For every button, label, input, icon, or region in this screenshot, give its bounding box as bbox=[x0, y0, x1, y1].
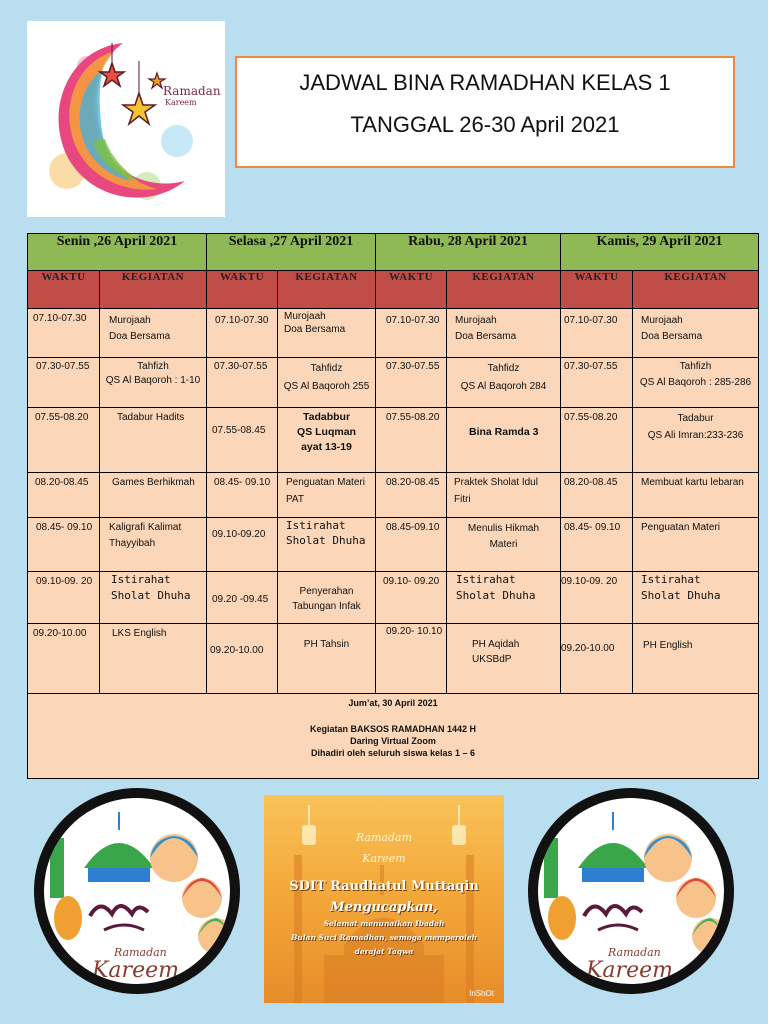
logo-ramadan-text: Ramadan bbox=[163, 84, 221, 98]
activity-cell: Bina Ramda 3 bbox=[469, 426, 539, 438]
time-cell: 09.20 -09.45 bbox=[212, 594, 269, 605]
activity-cell: Thayyibah bbox=[109, 538, 156, 549]
time-cell: 07.10-07.30 bbox=[386, 315, 440, 326]
time-cell: 07.10-07.30 bbox=[564, 315, 618, 326]
time-cell: 09.20-10.00 bbox=[561, 643, 615, 654]
activity-cell: PH Aqidah bbox=[472, 639, 520, 650]
activity-cell: QS Al Baqoroh 284 bbox=[460, 381, 547, 392]
col-kegiatan: KEGIATAN bbox=[447, 271, 561, 309]
time-cell: 09.10-09. 20 bbox=[36, 576, 93, 587]
friday-activity: Kegiatan BAKSOS RAMADHAN 1442 H bbox=[309, 724, 477, 734]
time-cell: 08.45- 09.10 bbox=[214, 477, 271, 488]
time-cell: 07.55-08.20 bbox=[386, 412, 440, 423]
activity-cell: Sholat Dhuha bbox=[111, 589, 191, 602]
activity-cell: Praktek Sholat Idul bbox=[454, 477, 538, 488]
activity-cell: Tabungan Infak bbox=[292, 601, 361, 612]
activity-cell: Tahfidz bbox=[310, 363, 343, 374]
friday-date: Jum’at, 30 April 2021 bbox=[348, 698, 438, 708]
table-row bbox=[28, 358, 759, 408]
activity-cell: Penguatan Materi bbox=[286, 477, 365, 488]
activity-cell: Doa Bersama bbox=[109, 331, 171, 342]
activity-cell: Materi bbox=[489, 539, 518, 550]
activity-cell: PAT bbox=[286, 494, 304, 505]
activity-cell: Tadabur bbox=[677, 413, 714, 424]
activity-cell: Penyerahan bbox=[299, 586, 354, 597]
col-kegiatan: KEGIATAN bbox=[633, 271, 759, 309]
activity-cell: PH English bbox=[643, 640, 693, 651]
badge-ramadan-text: Ramadan bbox=[114, 946, 167, 959]
poster-wish-1: Selamat menunaikan Ibadah bbox=[323, 919, 445, 928]
activity-cell: Tadabur Hadits bbox=[117, 412, 185, 423]
badge-ramadan-text: Ramadan bbox=[608, 946, 661, 959]
activity-cell: Fitri bbox=[454, 494, 471, 505]
table-row bbox=[28, 518, 759, 572]
friday-row bbox=[28, 694, 759, 779]
activity-cell: LKS English bbox=[112, 628, 167, 639]
time-cell: 08.45-09.10 bbox=[386, 522, 440, 533]
activity-cell: UKSBdP bbox=[472, 654, 512, 665]
col-kegiatan: KEGIATAN bbox=[100, 271, 207, 309]
day-rabu: Rabu, 28 April 2021 bbox=[376, 234, 561, 271]
ramadan-kareem-logo bbox=[27, 21, 225, 217]
activity-cell: Tahfizh bbox=[679, 361, 712, 372]
col-waktu: WAKTU bbox=[207, 271, 278, 309]
activity-cell: Sholat Dhuha bbox=[641, 589, 721, 602]
time-cell: 07.30-07.55 bbox=[564, 361, 618, 372]
time-cell: 09.20-10.00 bbox=[210, 645, 264, 656]
activity-cell: Penguatan Materi bbox=[641, 522, 720, 533]
activity-cell: Murojaah bbox=[641, 315, 683, 326]
time-cell: 07.55-08.45 bbox=[212, 425, 266, 436]
time-cell: 08.20-08.45 bbox=[564, 477, 618, 488]
time-cell: 07.30-07.55 bbox=[36, 361, 90, 372]
greeting-poster bbox=[264, 795, 504, 1003]
activity-cell: PH Tahsin bbox=[303, 639, 350, 650]
day-senin: Senin ,26 April 2021 bbox=[28, 234, 207, 271]
poster-wish-2: Bulan Suci Ramadhan, semoga memperoleh bbox=[290, 933, 478, 942]
activity-cell: QS Al Baqoroh : 1-10 bbox=[105, 375, 201, 386]
col-waktu: WAKTU bbox=[28, 271, 100, 309]
day-header-row bbox=[28, 234, 759, 271]
activity-cell: Murojaah bbox=[455, 315, 497, 326]
activity-cell: Istirahat bbox=[456, 573, 516, 586]
activity-cell: QS Ali Imran:233-236 bbox=[647, 430, 744, 441]
activity-cell: Kaligrafi Kalimat bbox=[109, 522, 182, 533]
activity-cell: Membuat kartu lebaran bbox=[641, 477, 744, 488]
title-box bbox=[235, 56, 735, 168]
col-waktu: WAKTU bbox=[376, 271, 447, 309]
activity-cell: Murojaah bbox=[284, 311, 326, 322]
crescent-moon-icon bbox=[27, 21, 225, 217]
poster-wish bbox=[272, 917, 496, 959]
col-waktu: WAKTU bbox=[561, 271, 633, 309]
badge-kareem-text: Kareem bbox=[586, 958, 673, 983]
time-cell: 08.20-08.45 bbox=[386, 477, 440, 488]
poster-watermark: InShOt bbox=[469, 989, 494, 998]
day-selasa: Selasa ,27 April 2021 bbox=[207, 234, 376, 271]
activity-cell: QS Al Baqoroh 255 bbox=[283, 381, 370, 392]
col-kegiatan: KEGIATAN bbox=[278, 271, 376, 309]
poster-school: SDIT Raudhatul Muttaqin bbox=[289, 879, 479, 894]
activity-cell: Games Berhikmah bbox=[112, 477, 195, 488]
poster-ramadam: Ramadam bbox=[355, 831, 413, 844]
day-kamis: Kamis, 29 April 2021 bbox=[561, 234, 759, 271]
time-cell: 08.45- 09.10 bbox=[564, 522, 621, 533]
time-cell: 07.30-07.55 bbox=[214, 361, 268, 372]
activity-cell: Tadabbur bbox=[302, 411, 351, 423]
poster-wish-3: derajat Taqwa bbox=[354, 947, 414, 956]
time-cell: 09.10-09.20 bbox=[212, 529, 266, 540]
activity-cell: QS Al Baqoroh : 285-286 bbox=[639, 377, 752, 388]
time-cell: 07.55-08.20 bbox=[35, 412, 89, 423]
time-cell: 07.30-07.55 bbox=[386, 361, 440, 372]
schedule-table bbox=[27, 233, 759, 779]
friday-participants: Dihadiri oleh seluruh siswa kelas 1 – 6 bbox=[310, 748, 476, 758]
table-row bbox=[28, 624, 759, 694]
activity-cell: QS Luqman bbox=[297, 426, 356, 438]
activity-cell: ayat 13-19 bbox=[301, 441, 352, 453]
time-cell: 07.10-07.30 bbox=[33, 313, 87, 324]
activity-cell: Tahfizh bbox=[137, 361, 169, 372]
table-row bbox=[28, 473, 759, 518]
badge-kareem-text: Kareem bbox=[92, 958, 179, 983]
column-header-row bbox=[28, 271, 759, 309]
time-cell: 09.20-10.00 bbox=[33, 628, 87, 639]
time-cell: 09.10- 09.20 bbox=[383, 576, 440, 587]
activity-cell: Istirahat bbox=[111, 573, 171, 586]
logo-kareem-text: Kareem bbox=[165, 98, 197, 107]
time-cell: 08.45- 09.10 bbox=[36, 522, 93, 533]
poster-greeting: Mengucapkan, bbox=[330, 900, 438, 915]
poster-kareem: Kareem bbox=[362, 852, 406, 865]
activity-cell: Istirahat bbox=[641, 573, 701, 586]
mosque-silhouette-icon bbox=[264, 795, 504, 1003]
activity-cell: Menulis Hikmah bbox=[467, 523, 540, 534]
time-cell: 09.20- 10.10 bbox=[386, 626, 443, 637]
ramadan-badge-right bbox=[528, 788, 734, 994]
table-row bbox=[28, 572, 759, 624]
table-row bbox=[28, 408, 759, 473]
page-date: TANGGAL 26-30 April 2021 bbox=[350, 112, 620, 137]
friday-zoom: Daring Virtual Zoom bbox=[350, 736, 436, 746]
activity-cell: Doa Bersama bbox=[455, 331, 517, 342]
table-row bbox=[28, 309, 759, 358]
time-cell: 07.10-07.30 bbox=[215, 315, 269, 326]
time-cell: 07.55-08.20 bbox=[564, 412, 618, 423]
activity-cell: Istirahat bbox=[286, 519, 346, 532]
activity-cell: Doa Bersama bbox=[641, 331, 703, 342]
page-title: JADWAL BINA RAMADHAN KELAS 1 bbox=[299, 70, 671, 95]
activity-cell: Tahfidz bbox=[487, 363, 520, 374]
activity-cell: Sholat Dhuha bbox=[286, 534, 366, 547]
ramadan-badge-left bbox=[34, 788, 240, 994]
time-cell: 09.10-09. 20 bbox=[561, 576, 618, 587]
activity-cell: Murojaah bbox=[109, 315, 151, 326]
time-cell: 08.20-08.45 bbox=[35, 477, 89, 488]
activity-cell: Doa Bersama bbox=[284, 324, 346, 335]
activity-cell: Sholat Dhuha bbox=[456, 589, 536, 602]
